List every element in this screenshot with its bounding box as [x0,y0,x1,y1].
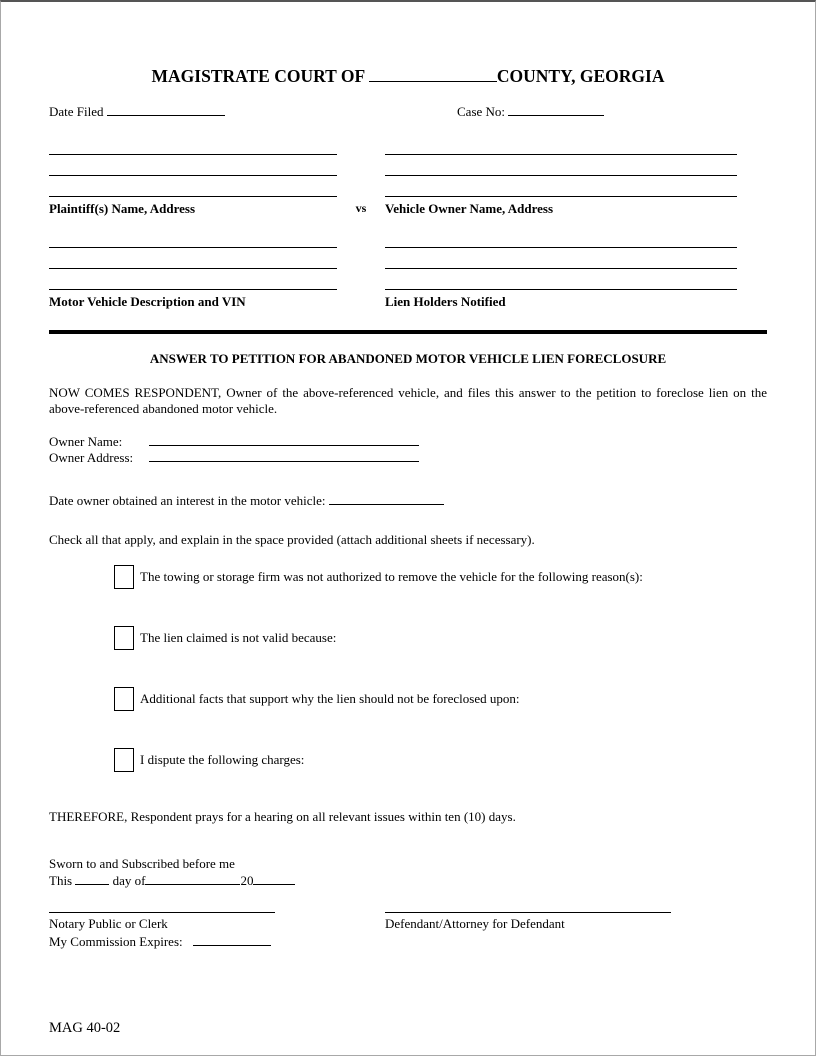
year-prefix: 20 [240,873,254,888]
date-interest-line[interactable] [329,492,444,505]
vehicle-desc-line-3[interactable] [49,269,337,290]
sworn-text: Sworn to and Subscribed before me [49,856,235,871]
month-line[interactable] [145,872,240,885]
case-no-group [409,103,604,120]
checkbox-label: Additional facts that support why the lien should not be foreclosed upon: [140,691,520,706]
case-no-label: Case No: [457,104,506,119]
lien-holders-line-3[interactable] [385,269,737,290]
year-line[interactable] [253,872,295,885]
owner-name-line[interactable] [149,433,419,446]
commission-line[interactable] [193,933,271,946]
case-no-line[interactable] [508,103,604,116]
towing-not-authorized-checkbox[interactable] [114,565,134,589]
plaintiff-line-1[interactable] [49,134,337,155]
additional-facts-checkbox[interactable] [114,687,134,711]
owner-address-label: Owner Address: [49,450,134,465]
notary-signature-line[interactable] [49,912,275,913]
vehicle-owner-label: Vehicle Owner Name, Address [385,201,554,216]
answer-heading: ANSWER TO PETITION FOR ABANDONED MOTOR VEHICLE LIEN FORECLOSURE [149,351,667,366]
owner-address-row [49,449,767,465]
vehicle-owner-line-3[interactable] [385,176,737,197]
plaintiff-column [49,134,337,320]
vehicle-owner-line-1[interactable] [385,134,737,155]
checkbox-row-towing [114,565,767,589]
day-line[interactable] [75,872,109,885]
sworn-block [49,856,767,889]
day-of-label: day of [112,873,146,888]
checkbox-row-lien-invalid [114,626,767,650]
owner-name-label: Owner Name: [49,434,123,449]
owner-address-line[interactable] [149,449,419,462]
filed-case-row [49,103,767,120]
lien-holders-line-2[interactable] [385,248,737,269]
notary-label: Notary Public or Clerk [49,916,168,931]
vehicle-desc-line-2[interactable] [49,248,337,269]
therefore-paragraph: THEREFORE, Respondent prays for a hearing on all relevant issues within ten (10) days. [49,809,516,824]
lien-holders-label: Lien Holders Notified [385,294,506,309]
date-filed-label: Date Filed [49,104,104,119]
plaintiff-line-2[interactable] [49,155,337,176]
title-prefix: MAGISTRATE COURT OF [151,66,365,86]
sworn-date-row [49,872,767,889]
defendant-signature-line[interactable] [385,912,671,913]
page-title [49,66,767,87]
checkbox-row-dispute-charges [114,748,767,772]
owner-name-row [49,433,767,449]
form-number: MAG 40-02 [49,1020,121,1036]
intro-paragraph: NOW COMES RESPONDENT, Owner of the above-referenced vehicle, and files this answer to the petition to foreclose lien on the above-referenced abandoned motor vehicle. [49,385,767,416]
signature-lines-row [49,912,767,913]
signature-gap [275,912,385,913]
lien-not-valid-checkbox[interactable] [114,626,134,650]
date-interest-row [49,492,767,509]
vehicle-desc-line-1[interactable] [49,227,337,248]
commission-label: My Commission Expires: [49,934,183,949]
plaintiff-line-3[interactable] [49,176,337,197]
checkbox-list [49,565,767,772]
county-blank-line[interactable] [369,68,497,82]
date-filed-line[interactable] [107,103,225,116]
plaintiff-label: Plaintiff(s) Name, Address [49,201,196,216]
defendant-label: Defendant/Attorney for Defendant [385,916,565,931]
checkbox-label: The towing or storage firm was not authorized to remove the vehicle for the following reason(s): [140,569,643,584]
lien-holders-line-1[interactable] [385,227,737,248]
checkbox-row-additional-facts [114,687,767,711]
date-interest-label: Date owner obtained an interest in the motor vehicle: [49,493,326,508]
parties-section [49,134,767,320]
dispute-charges-checkbox[interactable] [114,748,134,772]
checkbox-label: I dispute the following charges: [140,752,305,767]
vehicle-owner-column [385,134,737,320]
signature-labels-row [49,916,767,932]
owner-block [49,433,767,465]
commission-row [49,933,767,950]
this-label: This [49,873,73,888]
title-suffix: COUNTY, GEORGIA [496,66,665,86]
vs-label: vs [355,201,367,215]
vehicle-owner-line-2[interactable] [385,155,737,176]
section-divider [49,330,767,334]
date-filed-group [49,103,409,120]
checkbox-label: The lien claimed is not valid because: [140,630,337,645]
check-instructions: Check all that apply, and explain in the space provided (attach additional sheets if necessary). [49,532,535,547]
vehicle-desc-label: Motor Vehicle Description and VIN [49,294,246,309]
